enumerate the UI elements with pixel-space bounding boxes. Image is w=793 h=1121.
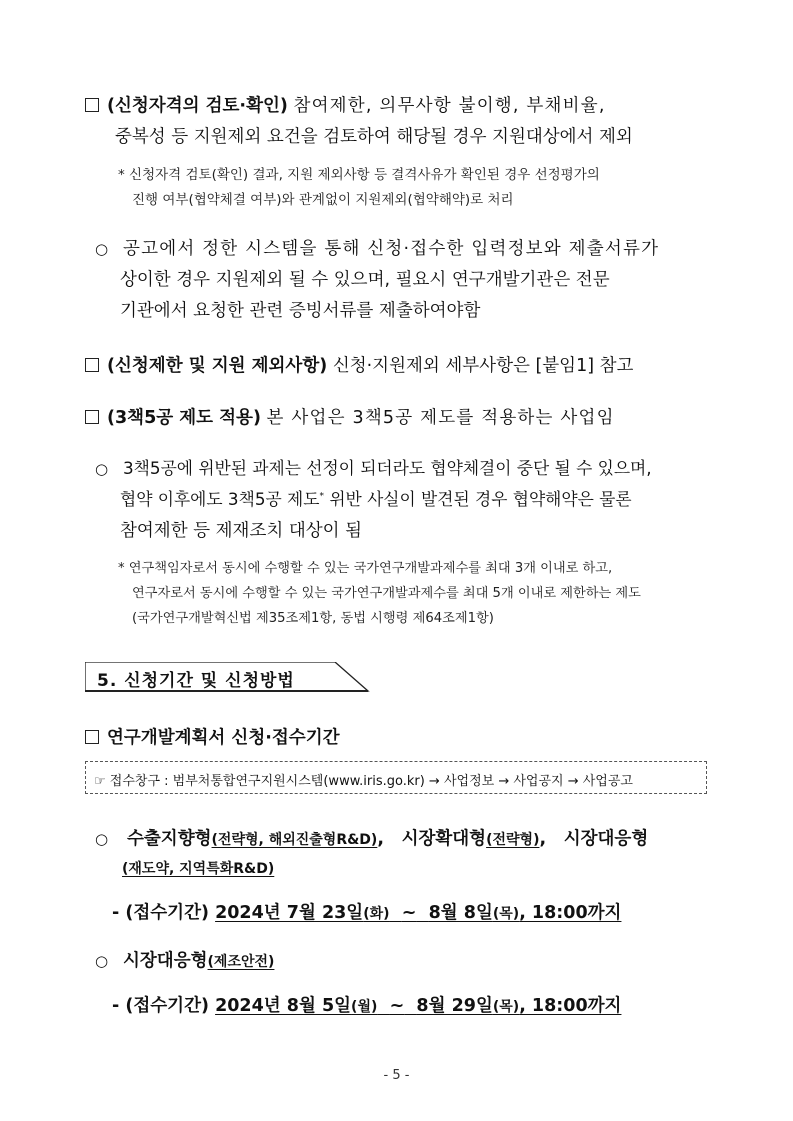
s2-rest: 신청·지원제외 세부사항은 [붙임1] 참고 — [332, 356, 634, 376]
item1-type1: 수출지향형 — [127, 829, 212, 849]
section5-title: 5. 신청기간 및 신청방법 — [97, 671, 295, 691]
item2-period-end: 8월 29일 — [416, 996, 493, 1016]
item2-period-label: (접수기간) — [125, 996, 209, 1016]
s1-note-line1: * 신청자격 검토(확인) 결과, 지원 제외사항 등 결격사유가 확인된 경우 선정평가의 — [118, 167, 600, 183]
item2-period-start: 2024년 8월 5일 — [215, 996, 352, 1016]
item1-type2: 시장확대형 — [401, 829, 487, 849]
bullet-circle-icon: ○ — [95, 460, 109, 478]
s1-line1-rest: 참여제한, 의무사항 불이행, 부채비율, — [293, 96, 606, 116]
s1-title: (신청자격의 검토·확인) — [107, 96, 288, 116]
item2-type1: 시장대응형 — [123, 951, 208, 971]
s1-bullet-line1 — [95, 235, 659, 260]
notice-text: ☞ 접수창구 : 범부처통합연구지원시스템(www.iris.go.kr) → 사업정보 → 사업공지 → 사업공고 — [94, 774, 633, 789]
page-number: - 5 - — [383, 1068, 410, 1083]
item1-type1-sub: (전략형, 해외진출형R&D) — [211, 832, 378, 848]
s3-title: (3책5공 제도 적용) — [107, 408, 261, 428]
bullet-circle-icon: ○ — [95, 830, 109, 848]
checkbox-square-icon — [85, 730, 99, 744]
item2-period-value — [215, 996, 621, 1016]
item2-dash: - — [112, 996, 120, 1016]
s3-bullet-text1: 3책5공에 위반된 과제는 선정이 되더라도 협약체결이 중단 될 수 있으며, — [123, 458, 652, 478]
bullet-circle-icon: ○ — [95, 240, 109, 258]
s3-note-line1: * 연구책임자로서 동시에 수행할 수 있는 국가연구개발과제수를 최대 3개 이내로 하고, — [118, 561, 613, 576]
s3-note-line2: 연구자로서 동시에 수행할 수 있는 국가연구개발과제수를 최대 5개 이내로 제한하는 제도 — [132, 586, 641, 601]
s3-bullet-line2 — [120, 486, 632, 510]
s2-line — [85, 352, 633, 377]
s3-bullet-text2a: 협약 이후에도 3책5공 제도 — [120, 489, 320, 509]
item2-period-time: , 18:00까지 — [519, 996, 622, 1016]
item1-period — [112, 899, 621, 924]
s2-title: (신청제한 및 지원 제외사항) — [107, 356, 328, 376]
item2-type1-sub: (제조안전) — [207, 954, 275, 970]
item2-period-start-day: (월) — [351, 999, 378, 1015]
s1-bullet-line3: 기관에서 요청한 관련 증빙서류를 제출하여야함 — [120, 301, 481, 321]
s3-bullet-line1 — [95, 455, 652, 479]
section5-header — [85, 662, 370, 692]
checkbox-square-icon — [85, 98, 99, 112]
s1-bullet-text1: 공고에서 정한 시스템을 통해 신청·접수한 입력정보와 제출서류가 — [123, 239, 660, 259]
item1-period-end-day: (목) — [492, 906, 520, 922]
item1-type3: 시장대응형 — [563, 829, 649, 849]
item2-line1 — [95, 947, 274, 972]
item1-type3-sub: (재도약, 지역특화R&D) — [122, 861, 275, 877]
s1-bullet-line2: 상이한 경우 지원제외 될 수 있으며, 필요시 연구개발기관은 전문 — [120, 270, 610, 290]
item1-period-end: 8월 8일 — [428, 903, 493, 923]
s3-rest: 본 사업은 3책5공 제도를 적용하는 사업임 — [266, 408, 615, 428]
item1-type2-sub: (전략형) — [486, 832, 540, 848]
checkbox-square-icon — [85, 410, 99, 424]
item1-comma1: , — [377, 829, 384, 849]
item1-line1 — [95, 825, 648, 850]
item1-period-start: 2024년 7월 23일 — [215, 903, 364, 923]
item1-comma2: , — [539, 829, 547, 849]
item2-period-end-day: (목) — [492, 999, 520, 1015]
item1-period-value — [215, 903, 621, 923]
item2-period — [112, 992, 621, 1017]
s3-bullet-line3: 참여제한 등 제재조치 대상이 됨 — [120, 521, 363, 541]
s4-title: 연구개발계획서 신청·접수기간 — [107, 728, 340, 748]
s4-line — [85, 724, 340, 749]
item1-tilde: ~ — [401, 903, 417, 923]
bullet-circle-icon: ○ — [95, 952, 109, 970]
s3-bullet-text2b: 위반 사실이 발견된 경우 협약해약은 물론 — [329, 489, 632, 509]
item1-period-label: (접수기간) — [125, 903, 209, 923]
s1-line2: 중복성 등 지원제외 요건을 검토하여 해당될 경우 지원대상에서 제외 — [115, 127, 633, 147]
item2-tilde: ~ — [389, 996, 405, 1016]
s1-line1 — [85, 92, 606, 117]
s1-note-line2: 진행 여부(협약체결 여부)와 관계없이 지원제외(협약해약)로 처리 — [132, 192, 514, 208]
item1-period-time: , 18:00까지 — [519, 903, 622, 923]
s3-line — [85, 404, 615, 429]
item1-period-start-day: (화) — [363, 906, 390, 922]
checkbox-square-icon — [85, 358, 99, 372]
notice-box — [85, 761, 707, 794]
item1-dash: - — [112, 903, 120, 923]
s3-note-line3: (국가연구개발혁신법 제35조제1항, 동법 시행령 제64조제1항) — [132, 611, 494, 626]
footnote-marker: * — [319, 491, 324, 502]
